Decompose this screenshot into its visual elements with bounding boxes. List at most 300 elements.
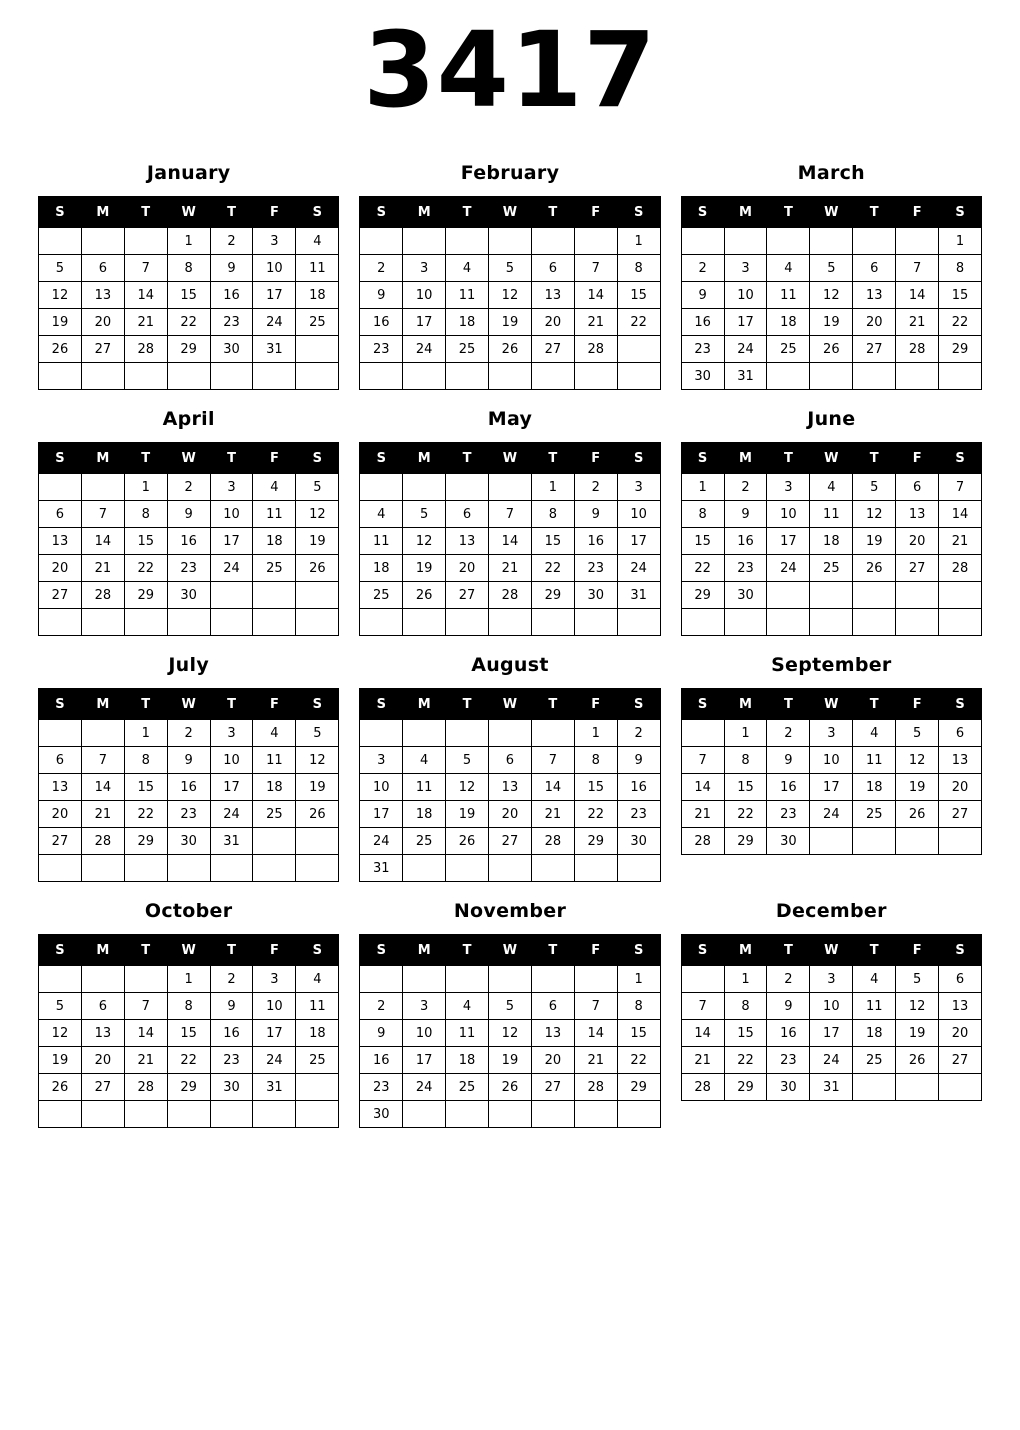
day-cell[interactable]: 29 (167, 336, 210, 363)
day-cell[interactable]: 21 (531, 801, 574, 828)
day-cell[interactable]: 12 (489, 282, 532, 309)
day-cell[interactable]: 29 (939, 336, 982, 363)
day-cell[interactable]: 3 (210, 720, 253, 747)
day-cell[interactable]: 8 (531, 501, 574, 528)
day-cell[interactable]: 20 (81, 1047, 124, 1074)
day-cell[interactable]: 16 (167, 528, 210, 555)
day-cell[interactable]: 2 (681, 255, 724, 282)
day-cell[interactable]: 8 (167, 255, 210, 282)
day-cell[interactable]: 29 (167, 1074, 210, 1101)
day-cell[interactable]: 7 (681, 747, 724, 774)
day-cell[interactable]: 7 (939, 474, 982, 501)
day-cell[interactable]: 11 (446, 1020, 489, 1047)
day-cell[interactable]: 28 (574, 336, 617, 363)
day-cell[interactable]: 22 (681, 555, 724, 582)
day-cell[interactable]: 15 (681, 528, 724, 555)
day-cell[interactable]: 21 (124, 309, 167, 336)
day-cell[interactable]: 8 (617, 255, 660, 282)
day-cell[interactable]: 31 (617, 582, 660, 609)
day-cell[interactable]: 12 (296, 501, 339, 528)
day-cell[interactable]: 20 (39, 801, 82, 828)
day-cell[interactable]: 16 (360, 309, 403, 336)
day-cell[interactable]: 1 (681, 474, 724, 501)
day-cell[interactable]: 15 (724, 774, 767, 801)
day-cell[interactable]: 3 (403, 993, 446, 1020)
day-cell[interactable]: 26 (853, 555, 896, 582)
day-cell[interactable]: 2 (167, 720, 210, 747)
day-cell[interactable]: 16 (574, 528, 617, 555)
day-cell[interactable]: 20 (939, 1020, 982, 1047)
day-cell[interactable]: 24 (767, 555, 810, 582)
day-cell[interactable]: 30 (360, 1101, 403, 1128)
day-cell[interactable]: 5 (896, 720, 939, 747)
day-cell[interactable]: 18 (403, 801, 446, 828)
day-cell[interactable]: 9 (574, 501, 617, 528)
day-cell[interactable]: 28 (681, 828, 724, 855)
day-cell[interactable]: 6 (489, 747, 532, 774)
day-cell[interactable]: 2 (210, 966, 253, 993)
day-cell[interactable]: 30 (617, 828, 660, 855)
day-cell[interactable]: 30 (167, 582, 210, 609)
day-cell[interactable]: 21 (124, 1047, 167, 1074)
day-cell[interactable]: 23 (767, 1047, 810, 1074)
day-cell[interactable]: 16 (617, 774, 660, 801)
day-cell[interactable]: 26 (39, 1074, 82, 1101)
day-cell[interactable]: 9 (210, 255, 253, 282)
day-cell[interactable]: 11 (767, 282, 810, 309)
day-cell[interactable]: 18 (360, 555, 403, 582)
day-cell[interactable]: 6 (39, 501, 82, 528)
day-cell[interactable]: 6 (853, 255, 896, 282)
day-cell[interactable]: 31 (724, 363, 767, 390)
day-cell[interactable]: 7 (681, 993, 724, 1020)
day-cell[interactable]: 14 (896, 282, 939, 309)
day-cell[interactable]: 4 (403, 747, 446, 774)
day-cell[interactable]: 1 (167, 966, 210, 993)
day-cell[interactable]: 22 (167, 1047, 210, 1074)
day-cell[interactable]: 24 (253, 1047, 296, 1074)
day-cell[interactable]: 13 (531, 1020, 574, 1047)
day-cell[interactable]: 29 (724, 1074, 767, 1101)
day-cell[interactable]: 21 (81, 801, 124, 828)
day-cell[interactable]: 15 (167, 1020, 210, 1047)
day-cell[interactable]: 14 (81, 774, 124, 801)
day-cell[interactable]: 11 (403, 774, 446, 801)
day-cell[interactable]: 12 (296, 747, 339, 774)
day-cell[interactable]: 22 (124, 555, 167, 582)
day-cell[interactable]: 27 (489, 828, 532, 855)
day-cell[interactable]: 4 (767, 255, 810, 282)
day-cell[interactable]: 11 (296, 993, 339, 1020)
day-cell[interactable]: 12 (810, 282, 853, 309)
day-cell[interactable]: 17 (360, 801, 403, 828)
day-cell[interactable]: 15 (531, 528, 574, 555)
day-cell[interactable]: 13 (39, 774, 82, 801)
day-cell[interactable]: 28 (896, 336, 939, 363)
day-cell[interactable]: 23 (210, 309, 253, 336)
day-cell[interactable]: 7 (124, 993, 167, 1020)
day-cell[interactable]: 21 (681, 801, 724, 828)
day-cell[interactable]: 5 (39, 993, 82, 1020)
day-cell[interactable]: 19 (39, 309, 82, 336)
day-cell[interactable]: 12 (896, 747, 939, 774)
day-cell[interactable]: 3 (210, 474, 253, 501)
day-cell[interactable]: 19 (810, 309, 853, 336)
day-cell[interactable]: 14 (574, 1020, 617, 1047)
day-cell[interactable]: 19 (489, 309, 532, 336)
day-cell[interactable]: 8 (167, 993, 210, 1020)
day-cell[interactable]: 15 (724, 1020, 767, 1047)
day-cell[interactable]: 29 (124, 828, 167, 855)
day-cell[interactable]: 14 (124, 1020, 167, 1047)
day-cell[interactable]: 27 (531, 1074, 574, 1101)
day-cell[interactable]: 29 (574, 828, 617, 855)
day-cell[interactable]: 10 (253, 993, 296, 1020)
day-cell[interactable]: 17 (403, 309, 446, 336)
day-cell[interactable]: 19 (39, 1047, 82, 1074)
day-cell[interactable]: 20 (896, 528, 939, 555)
day-cell[interactable]: 20 (939, 774, 982, 801)
day-cell[interactable]: 18 (253, 528, 296, 555)
day-cell[interactable]: 7 (81, 747, 124, 774)
day-cell[interactable]: 18 (446, 1047, 489, 1074)
day-cell[interactable]: 1 (617, 228, 660, 255)
day-cell[interactable]: 19 (896, 1020, 939, 1047)
day-cell[interactable]: 20 (489, 801, 532, 828)
day-cell[interactable]: 11 (446, 282, 489, 309)
day-cell[interactable]: 11 (810, 501, 853, 528)
day-cell[interactable]: 26 (896, 801, 939, 828)
day-cell[interactable]: 12 (39, 1020, 82, 1047)
day-cell[interactable]: 3 (810, 966, 853, 993)
day-cell[interactable]: 4 (446, 255, 489, 282)
day-cell[interactable]: 29 (681, 582, 724, 609)
day-cell[interactable]: 4 (810, 474, 853, 501)
day-cell[interactable]: 19 (896, 774, 939, 801)
day-cell[interactable]: 7 (531, 747, 574, 774)
day-cell[interactable]: 27 (531, 336, 574, 363)
day-cell[interactable]: 2 (360, 993, 403, 1020)
day-cell[interactable]: 20 (446, 555, 489, 582)
day-cell[interactable]: 16 (210, 1020, 253, 1047)
day-cell[interactable]: 6 (81, 255, 124, 282)
day-cell[interactable]: 13 (939, 747, 982, 774)
day-cell[interactable]: 15 (574, 774, 617, 801)
day-cell[interactable]: 14 (81, 528, 124, 555)
day-cell[interactable]: 18 (853, 774, 896, 801)
day-cell[interactable]: 1 (724, 966, 767, 993)
day-cell[interactable]: 18 (853, 1020, 896, 1047)
day-cell[interactable]: 23 (724, 555, 767, 582)
day-cell[interactable]: 10 (403, 1020, 446, 1047)
day-cell[interactable]: 23 (167, 555, 210, 582)
day-cell[interactable]: 7 (896, 255, 939, 282)
day-cell[interactable]: 26 (489, 1074, 532, 1101)
day-cell[interactable]: 27 (939, 1047, 982, 1074)
day-cell[interactable]: 8 (724, 747, 767, 774)
day-cell[interactable]: 9 (360, 1020, 403, 1047)
day-cell[interactable]: 4 (446, 993, 489, 1020)
day-cell[interactable]: 12 (39, 282, 82, 309)
day-cell[interactable]: 23 (574, 555, 617, 582)
day-cell[interactable]: 9 (617, 747, 660, 774)
day-cell[interactable]: 26 (403, 582, 446, 609)
day-cell[interactable]: 7 (489, 501, 532, 528)
day-cell[interactable]: 15 (617, 282, 660, 309)
day-cell[interactable]: 12 (853, 501, 896, 528)
day-cell[interactable]: 6 (531, 255, 574, 282)
day-cell[interactable]: 7 (574, 993, 617, 1020)
day-cell[interactable]: 8 (939, 255, 982, 282)
day-cell[interactable]: 14 (124, 282, 167, 309)
day-cell[interactable]: 6 (81, 993, 124, 1020)
day-cell[interactable]: 17 (210, 528, 253, 555)
day-cell[interactable]: 18 (253, 774, 296, 801)
day-cell[interactable]: 23 (767, 801, 810, 828)
day-cell[interactable]: 21 (681, 1047, 724, 1074)
day-cell[interactable]: 14 (681, 774, 724, 801)
day-cell[interactable]: 17 (767, 528, 810, 555)
day-cell[interactable]: 5 (853, 474, 896, 501)
day-cell[interactable]: 2 (767, 966, 810, 993)
day-cell[interactable]: 16 (210, 282, 253, 309)
day-cell[interactable]: 31 (210, 828, 253, 855)
day-cell[interactable]: 6 (531, 993, 574, 1020)
day-cell[interactable]: 28 (124, 1074, 167, 1101)
day-cell[interactable]: 22 (531, 555, 574, 582)
day-cell[interactable]: 24 (810, 801, 853, 828)
day-cell[interactable]: 1 (574, 720, 617, 747)
day-cell[interactable]: 25 (446, 1074, 489, 1101)
day-cell[interactable]: 27 (446, 582, 489, 609)
day-cell[interactable]: 7 (81, 501, 124, 528)
day-cell[interactable]: 25 (446, 336, 489, 363)
day-cell[interactable]: 8 (617, 993, 660, 1020)
day-cell[interactable]: 3 (403, 255, 446, 282)
day-cell[interactable]: 13 (896, 501, 939, 528)
day-cell[interactable]: 29 (617, 1074, 660, 1101)
day-cell[interactable]: 3 (724, 255, 767, 282)
day-cell[interactable]: 2 (767, 720, 810, 747)
day-cell[interactable]: 1 (939, 228, 982, 255)
day-cell[interactable]: 10 (403, 282, 446, 309)
day-cell[interactable]: 11 (853, 993, 896, 1020)
day-cell[interactable]: 4 (253, 474, 296, 501)
day-cell[interactable]: 29 (531, 582, 574, 609)
day-cell[interactable]: 25 (296, 309, 339, 336)
day-cell[interactable]: 25 (360, 582, 403, 609)
day-cell[interactable]: 6 (39, 747, 82, 774)
day-cell[interactable]: 8 (724, 993, 767, 1020)
day-cell[interactable]: 5 (446, 747, 489, 774)
day-cell[interactable]: 6 (446, 501, 489, 528)
day-cell[interactable]: 22 (617, 1047, 660, 1074)
day-cell[interactable]: 2 (574, 474, 617, 501)
day-cell[interactable]: 23 (210, 1047, 253, 1074)
day-cell[interactable]: 22 (167, 309, 210, 336)
day-cell[interactable]: 25 (403, 828, 446, 855)
day-cell[interactable]: 20 (81, 309, 124, 336)
day-cell[interactable]: 13 (531, 282, 574, 309)
day-cell[interactable]: 24 (360, 828, 403, 855)
day-cell[interactable]: 5 (896, 966, 939, 993)
day-cell[interactable]: 19 (489, 1047, 532, 1074)
day-cell[interactable]: 8 (681, 501, 724, 528)
day-cell[interactable]: 15 (124, 528, 167, 555)
day-cell[interactable]: 6 (896, 474, 939, 501)
day-cell[interactable]: 9 (167, 747, 210, 774)
day-cell[interactable]: 8 (574, 747, 617, 774)
day-cell[interactable]: 27 (939, 801, 982, 828)
day-cell[interactable]: 7 (574, 255, 617, 282)
day-cell[interactable]: 26 (489, 336, 532, 363)
day-cell[interactable]: 10 (253, 255, 296, 282)
day-cell[interactable]: 10 (210, 747, 253, 774)
day-cell[interactable]: 22 (617, 309, 660, 336)
day-cell[interactable]: 21 (574, 1047, 617, 1074)
day-cell[interactable]: 21 (896, 309, 939, 336)
day-cell[interactable]: 27 (39, 828, 82, 855)
day-cell[interactable]: 3 (810, 720, 853, 747)
day-cell[interactable]: 9 (681, 282, 724, 309)
day-cell[interactable]: 5 (403, 501, 446, 528)
day-cell[interactable]: 28 (531, 828, 574, 855)
day-cell[interactable]: 1 (124, 474, 167, 501)
day-cell[interactable]: 23 (360, 1074, 403, 1101)
day-cell[interactable]: 11 (296, 255, 339, 282)
day-cell[interactable]: 7 (124, 255, 167, 282)
day-cell[interactable]: 30 (681, 363, 724, 390)
day-cell[interactable]: 4 (853, 966, 896, 993)
day-cell[interactable]: 24 (617, 555, 660, 582)
day-cell[interactable]: 2 (724, 474, 767, 501)
day-cell[interactable]: 13 (39, 528, 82, 555)
day-cell[interactable]: 25 (767, 336, 810, 363)
day-cell[interactable]: 31 (253, 1074, 296, 1101)
day-cell[interactable]: 16 (360, 1047, 403, 1074)
day-cell[interactable]: 3 (617, 474, 660, 501)
day-cell[interactable]: 18 (810, 528, 853, 555)
day-cell[interactable]: 29 (724, 828, 767, 855)
day-cell[interactable]: 23 (617, 801, 660, 828)
day-cell[interactable]: 16 (767, 774, 810, 801)
day-cell[interactable]: 11 (853, 747, 896, 774)
day-cell[interactable]: 13 (81, 1020, 124, 1047)
day-cell[interactable]: 26 (39, 336, 82, 363)
day-cell[interactable]: 19 (296, 528, 339, 555)
day-cell[interactable]: 28 (939, 555, 982, 582)
day-cell[interactable]: 16 (681, 309, 724, 336)
day-cell[interactable]: 4 (296, 966, 339, 993)
day-cell[interactable]: 22 (939, 309, 982, 336)
day-cell[interactable]: 17 (810, 774, 853, 801)
day-cell[interactable]: 2 (167, 474, 210, 501)
day-cell[interactable]: 17 (253, 282, 296, 309)
day-cell[interactable]: 17 (810, 1020, 853, 1047)
day-cell[interactable]: 18 (767, 309, 810, 336)
day-cell[interactable]: 13 (939, 993, 982, 1020)
day-cell[interactable]: 24 (403, 1074, 446, 1101)
day-cell[interactable]: 22 (724, 1047, 767, 1074)
day-cell[interactable]: 27 (853, 336, 896, 363)
day-cell[interactable]: 27 (896, 555, 939, 582)
day-cell[interactable]: 23 (360, 336, 403, 363)
day-cell[interactable]: 21 (81, 555, 124, 582)
day-cell[interactable]: 20 (531, 309, 574, 336)
day-cell[interactable]: 15 (124, 774, 167, 801)
day-cell[interactable]: 14 (531, 774, 574, 801)
day-cell[interactable]: 24 (810, 1047, 853, 1074)
day-cell[interactable]: 11 (253, 747, 296, 774)
day-cell[interactable]: 14 (574, 282, 617, 309)
day-cell[interactable]: 9 (767, 993, 810, 1020)
day-cell[interactable]: 17 (253, 1020, 296, 1047)
day-cell[interactable]: 17 (210, 774, 253, 801)
day-cell[interactable]: 1 (531, 474, 574, 501)
day-cell[interactable]: 11 (253, 501, 296, 528)
day-cell[interactable]: 5 (296, 474, 339, 501)
day-cell[interactable]: 15 (939, 282, 982, 309)
day-cell[interactable]: 19 (296, 774, 339, 801)
day-cell[interactable]: 20 (531, 1047, 574, 1074)
day-cell[interactable]: 31 (810, 1074, 853, 1101)
day-cell[interactable]: 19 (853, 528, 896, 555)
day-cell[interactable]: 26 (296, 801, 339, 828)
day-cell[interactable]: 10 (724, 282, 767, 309)
day-cell[interactable]: 23 (167, 801, 210, 828)
day-cell[interactable]: 28 (124, 336, 167, 363)
day-cell[interactable]: 28 (574, 1074, 617, 1101)
day-cell[interactable]: 10 (810, 993, 853, 1020)
day-cell[interactable]: 9 (167, 501, 210, 528)
day-cell[interactable]: 3 (253, 966, 296, 993)
day-cell[interactable]: 20 (39, 555, 82, 582)
day-cell[interactable]: 31 (253, 336, 296, 363)
day-cell[interactable]: 25 (253, 801, 296, 828)
day-cell[interactable]: 24 (253, 309, 296, 336)
day-cell[interactable]: 30 (767, 1074, 810, 1101)
day-cell[interactable]: 16 (724, 528, 767, 555)
day-cell[interactable]: 10 (617, 501, 660, 528)
day-cell[interactable]: 4 (853, 720, 896, 747)
day-cell[interactable]: 21 (939, 528, 982, 555)
day-cell[interactable]: 30 (210, 1074, 253, 1101)
day-cell[interactable]: 26 (896, 1047, 939, 1074)
day-cell[interactable]: 1 (167, 228, 210, 255)
day-cell[interactable]: 10 (210, 501, 253, 528)
day-cell[interactable]: 1 (124, 720, 167, 747)
day-cell[interactable]: 5 (296, 720, 339, 747)
day-cell[interactable]: 16 (167, 774, 210, 801)
day-cell[interactable]: 13 (81, 282, 124, 309)
day-cell[interactable]: 22 (124, 801, 167, 828)
day-cell[interactable]: 18 (446, 309, 489, 336)
day-cell[interactable]: 13 (489, 774, 532, 801)
day-cell[interactable]: 2 (360, 255, 403, 282)
day-cell[interactable]: 30 (167, 828, 210, 855)
day-cell[interactable]: 23 (681, 336, 724, 363)
day-cell[interactable]: 9 (360, 282, 403, 309)
day-cell[interactable]: 16 (767, 1020, 810, 1047)
day-cell[interactable]: 2 (617, 720, 660, 747)
day-cell[interactable]: 19 (403, 555, 446, 582)
day-cell[interactable]: 30 (574, 582, 617, 609)
day-cell[interactable]: 31 (360, 855, 403, 882)
day-cell[interactable]: 21 (489, 555, 532, 582)
day-cell[interactable]: 11 (360, 528, 403, 555)
day-cell[interactable]: 10 (767, 501, 810, 528)
day-cell[interactable]: 27 (81, 1074, 124, 1101)
